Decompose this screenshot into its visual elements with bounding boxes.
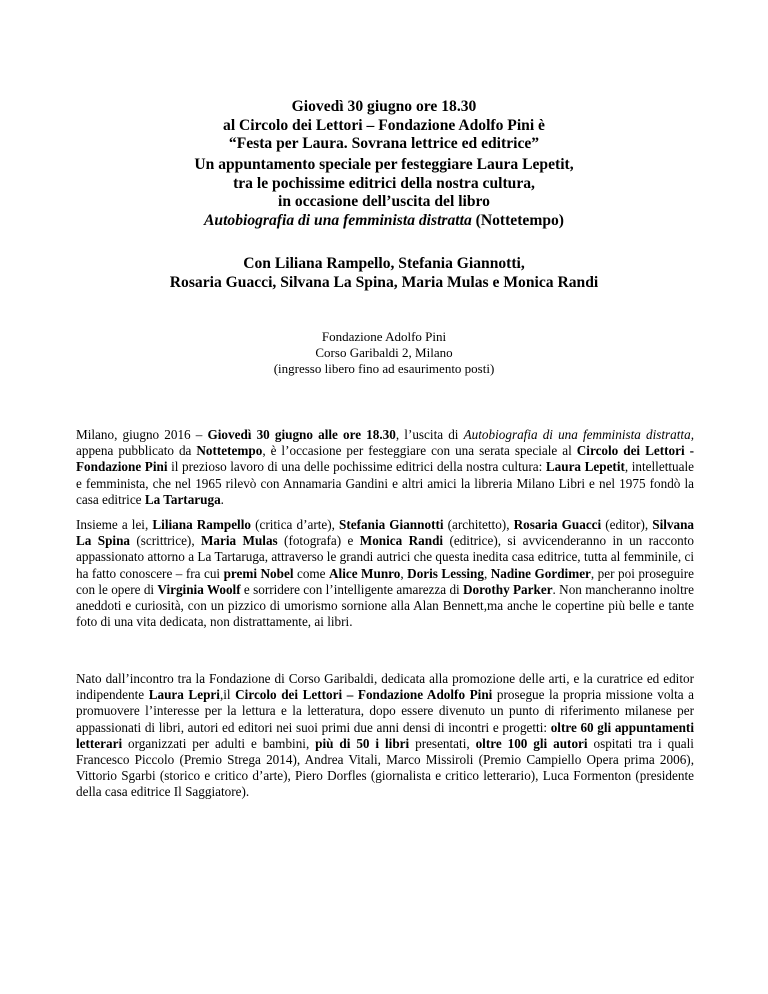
- guests-heading: [60, 255, 708, 292]
- text-run: (scrittrice),: [130, 533, 201, 549]
- text-run: (editrice), si avvicenderanno in un racconto appassionato attorno a La Tartaruga, attraverso le grandi autrici che questa inedita casa editrice, tutta al femminile, ci ha fatto conoscere – fra cui: [76, 533, 695, 581]
- body-paragraph-1: [76, 427, 694, 508]
- header-title-line: “Festa per Laura. Sovrana lettrice ed editrice”: [228, 135, 540, 152]
- text-run: e sorridere con l’intelligente amarezza di: [240, 581, 464, 597]
- text-run: .: [220, 491, 224, 507]
- text-run: , per poi proseguire con le opere di: [76, 565, 695, 597]
- text-run: (architetto),: [443, 517, 514, 532]
- text-run: ,: [400, 565, 408, 581]
- guests-line-2: Rosaria Guacci, Silvana La Spina, Maria Mulas e Monica Randi: [169, 273, 599, 291]
- text-run: come: [293, 565, 330, 581]
- venue-block: [60, 329, 708, 377]
- subtitle-line-3: in occasione dell’uscita del libro: [278, 193, 490, 210]
- text-run: , intellettuale e femminista, che nel 1965 rilevò con Annamaria Gandini e altri amici la libreria Milano Libri e nel 1975 fondò la casa editrice: [76, 459, 694, 507]
- text-run: oltre 100 gli autori: [475, 735, 588, 751]
- text-run: Alice Munro: [329, 565, 401, 581]
- text-run: (fotografa) e: [277, 533, 360, 549]
- text-run: prosegue la propria missione volta a promuovere l’interesse per la lettura e la letteratura, dopo essere divenuto un punto di riferimento milanese per appassionati di libri, autori ed editori nei suoi primi due anni densi di incontri e progetti:: [76, 687, 695, 735]
- text-run: ,: [483, 565, 491, 581]
- text-run: Rosaria Guacci: [513, 517, 602, 532]
- text-run: più di 50 i libri: [315, 735, 410, 751]
- text-run: (critica d’arte),: [250, 517, 340, 532]
- text-run: Doris Lessing: [407, 565, 484, 581]
- header-venue-line: al Circolo dei Lettori – Fondazione Adolfo Pini è: [223, 116, 545, 134]
- text-run: Laura Lepetit: [545, 459, 625, 475]
- text-run: ospitati tra i quali Francesco Piccolo (Premio Strega 2014), Andrea Vitali, Marco Missiroli (Premio Campiello Opera prima 2006), Vittorio Sgarbi (storico e critico d’arte), Piero Dorfles (giornalista e critico letterario), Luca Formenton (presidente della casa editrice Il Saggiatore).: [76, 735, 694, 800]
- text-run: Autobiografia di una femminista distratta,: [463, 427, 694, 442]
- text-run: Monica Randi: [359, 533, 444, 549]
- text-run: . Non mancheranno inoltre aneddoti e curiosità, con un pizzico di umorismo sornione alla Alan Bennett,ma anche le copertine più belle e tante foto di una vita dedicata, non distrattamente, ai libri.: [76, 581, 694, 630]
- text-run: , l’uscita di: [395, 427, 464, 442]
- text-run: Nadine Gordimer: [490, 565, 591, 581]
- guests-line-1: Con Liliana Rampello, Stefania Giannotti,: [243, 255, 525, 272]
- header-date-line: Giovedì 30 giugno ore 18.30: [291, 98, 477, 115]
- subtitle-line-4: [60, 212, 708, 231]
- text-run: Nottetempo: [196, 443, 263, 459]
- text-run: Maria Mulas: [200, 533, 278, 549]
- text-run: Laura Lepri: [148, 687, 220, 703]
- subtitle-line-2: tra le pochissime editrici della nostra cultura,: [233, 174, 535, 192]
- text-run: premi Nobel: [223, 565, 294, 581]
- text-run: presentati,: [409, 735, 476, 751]
- event-subtitle: [60, 156, 708, 230]
- text-run: Virginia Woolf: [157, 581, 241, 597]
- venue-note: (ingresso libero fino ad esaurimento posti): [273, 361, 495, 376]
- text-run: Stefania Giannotti: [339, 517, 444, 532]
- subtitle-line-1: Un appuntamento speciale per festeggiare Laura Lepetit,: [194, 156, 574, 173]
- book-title: Autobiografia di una femminista distratta: [204, 211, 472, 229]
- text-run: Liliana Rampello: [152, 517, 251, 532]
- text-run: organizzati per adulti e bambini,: [122, 735, 316, 751]
- text-run: Circolo dei Lettori - Fondazione Pini: [76, 443, 694, 475]
- body-paragraph-3: [76, 671, 694, 801]
- text-run: Giovedì 30 giugno alle ore 18.30: [207, 427, 396, 442]
- text-run: il prezioso lavoro di una delle pochissime editrici della nostra cultura:: [167, 459, 546, 475]
- book-publisher: (Nottetempo): [475, 211, 564, 229]
- text-run: (editor),: [601, 517, 653, 532]
- text-run: La Tartaruga: [144, 491, 221, 507]
- body-paragraph-2: [76, 517, 694, 630]
- text-run: Dorothy Parker: [463, 581, 553, 597]
- text-run: ,il: [219, 687, 236, 703]
- text-run: Nato dall’incontro tra la Fondazione di Corso Garibaldi, dedicata alla promozione delle arti, e la curatrice ed editor indipendente: [76, 671, 694, 703]
- text-run: Silvana La Spina: [76, 517, 695, 549]
- text-run: , è l’occasione per festeggiare con una serata speciale al: [262, 443, 577, 459]
- text-run: Milano, giugno 2016 –: [76, 427, 208, 442]
- text-run: Insieme a lei,: [76, 517, 153, 532]
- text-run: Circolo dei Lettori – Fondazione Adolfo Pini: [235, 687, 493, 703]
- venue-name: Fondazione Adolfo Pini: [321, 329, 447, 344]
- event-header: [60, 98, 708, 154]
- text-run: oltre 60 gli appuntamenti letterari: [76, 719, 694, 751]
- text-run: appena pubblicato da: [76, 443, 197, 459]
- venue-address: Corso Garibaldi 2, Milano: [315, 345, 453, 360]
